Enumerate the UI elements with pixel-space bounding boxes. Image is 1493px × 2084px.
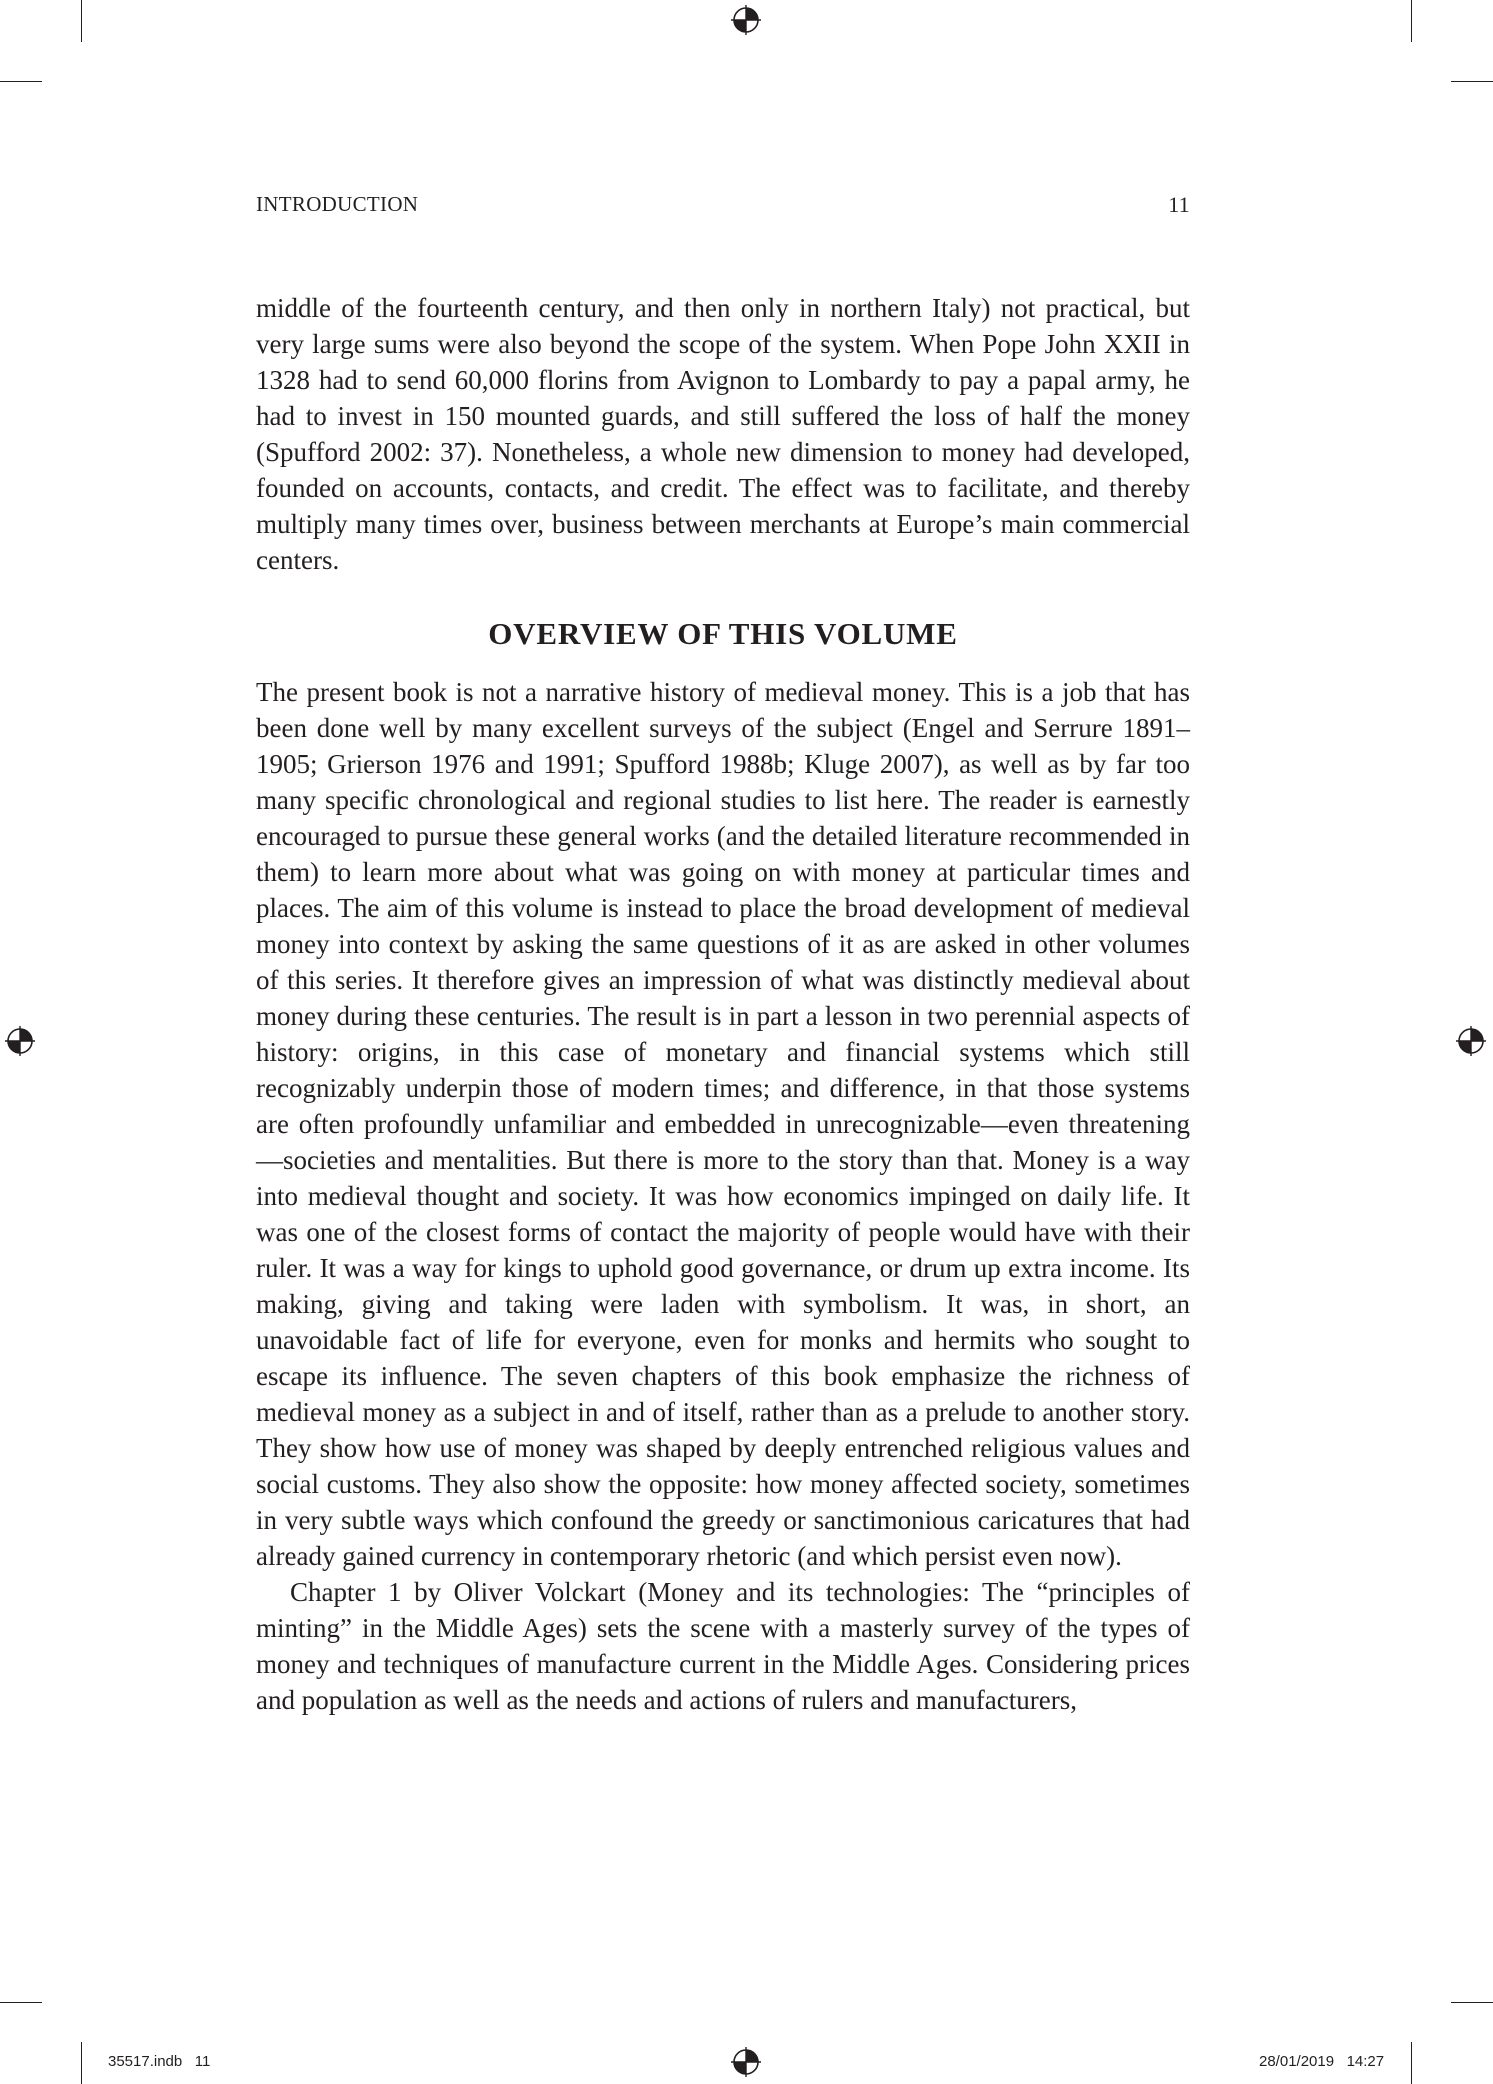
paragraph: The present book is not a narrative history of medieval money. This is a job that has been done well by many excellent surveys of the subject (Engel and Serrure 1891–1905; Grierson 1976 and 1991; Spufford 1988b; Kluge 2007), as well as by far too many specific chronological and regional studies to list here. The reader is earnestly encouraged to pursue these general works (and the detailed literature recommended in them) to learn more about what was going on with money at particular times and places. The aim of this volume is instead to place the broad development of medieval money into context by asking the same questions of it as are asked in other volumes of this series. It therefore gives an impression of what was distinctly medieval about money during these centuries. The result is in part a lesson in two perennial aspects of history: origins, in this case of monetary and financial systems which still recognizably underpin those of modern times; and difference, in that those systems are often profoundly unfamiliar and embedded in unrecognizable—even threatening—societies and mentalities. But there is more to the story than that. Money is a way into medieval thought and society. It was how economics impinged on daily life. It was one of the closest forms of contact the majority of people would have with their ruler. It was a way for kings to uphold good governance, or drum up extra income. Its making, giving and taking were laden with symbolism. It was, in short, an unavoidable fact of life for everyone, even for monks and hermits who sought to escape its influence. The seven chapters of this book emphasize the richness of medieval money as a subject in and of itself, rather than as a prelude to another story. They show how use of money was shaped by deeply entrenched religious values and social customs. They also show the opposite: how money affected society, sometimes in very subtle ways which confound the greedy or sanctimonious caricatures that had already gained currency in contemporary rhetoric (and which persist even now). <box>256 677 1190 1571</box>
registration-mark-icon <box>1456 1026 1486 1056</box>
section-heading: OVERVIEW OF THIS VOLUME <box>488 616 958 651</box>
running-head-title: INTRODUCTION <box>256 192 419 216</box>
running-head <box>256 192 1190 222</box>
slug-file-info: 35517.indb 11 <box>108 2053 211 2070</box>
registration-mark-icon <box>731 2047 761 2077</box>
registration-mark-icon <box>731 5 761 35</box>
crop-mark-left-bottom <box>0 2002 42 2003</box>
crop-mark-right-top <box>1451 81 1493 82</box>
slug-datetime: 28/01/2019 14:27 <box>1259 2053 1385 2070</box>
crop-mark-right-bottom <box>1451 2002 1493 2003</box>
crop-mark-top-right <box>1411 0 1412 42</box>
paragraph: middle of the fourteenth century, and then only in northern Italy) not practical, but very large sums were also beyond the scope of the system. When Pope John XXII in 1328 had to send 60,000 florins from Avignon to Lombardy to pay a papal army, he had to invest in 150 mounted guards, and still suffered the loss of half the money (Spufford 2002: 37). Nonetheless, a whole new dimension to money had developed, founded on accounts, contacts, and credit. The effect was to facilitate, and thereby multiply many times over, business between merchants at Europe’s main commercial centers. <box>256 293 1190 575</box>
paragraph: Chapter 1 by Oliver Volckart (Money and its technologies: The “principles of minting” in the Middle Ages) sets the scene with a masterly survey of the types of money and techniques of manufacture current in the Middle Ages. Considering prices and population as well as the needs and actions of rulers and manufacturers, <box>256 1577 1190 1715</box>
crop-mark-left-top <box>0 81 42 82</box>
crop-mark-bottom-right <box>1411 2042 1412 2084</box>
body-text <box>256 290 1190 1718</box>
page-number: 11 <box>1168 192 1190 217</box>
registration-mark-icon <box>5 1026 35 1056</box>
crop-mark-bottom-left <box>81 2042 82 2084</box>
crop-mark-top-left <box>81 0 82 42</box>
